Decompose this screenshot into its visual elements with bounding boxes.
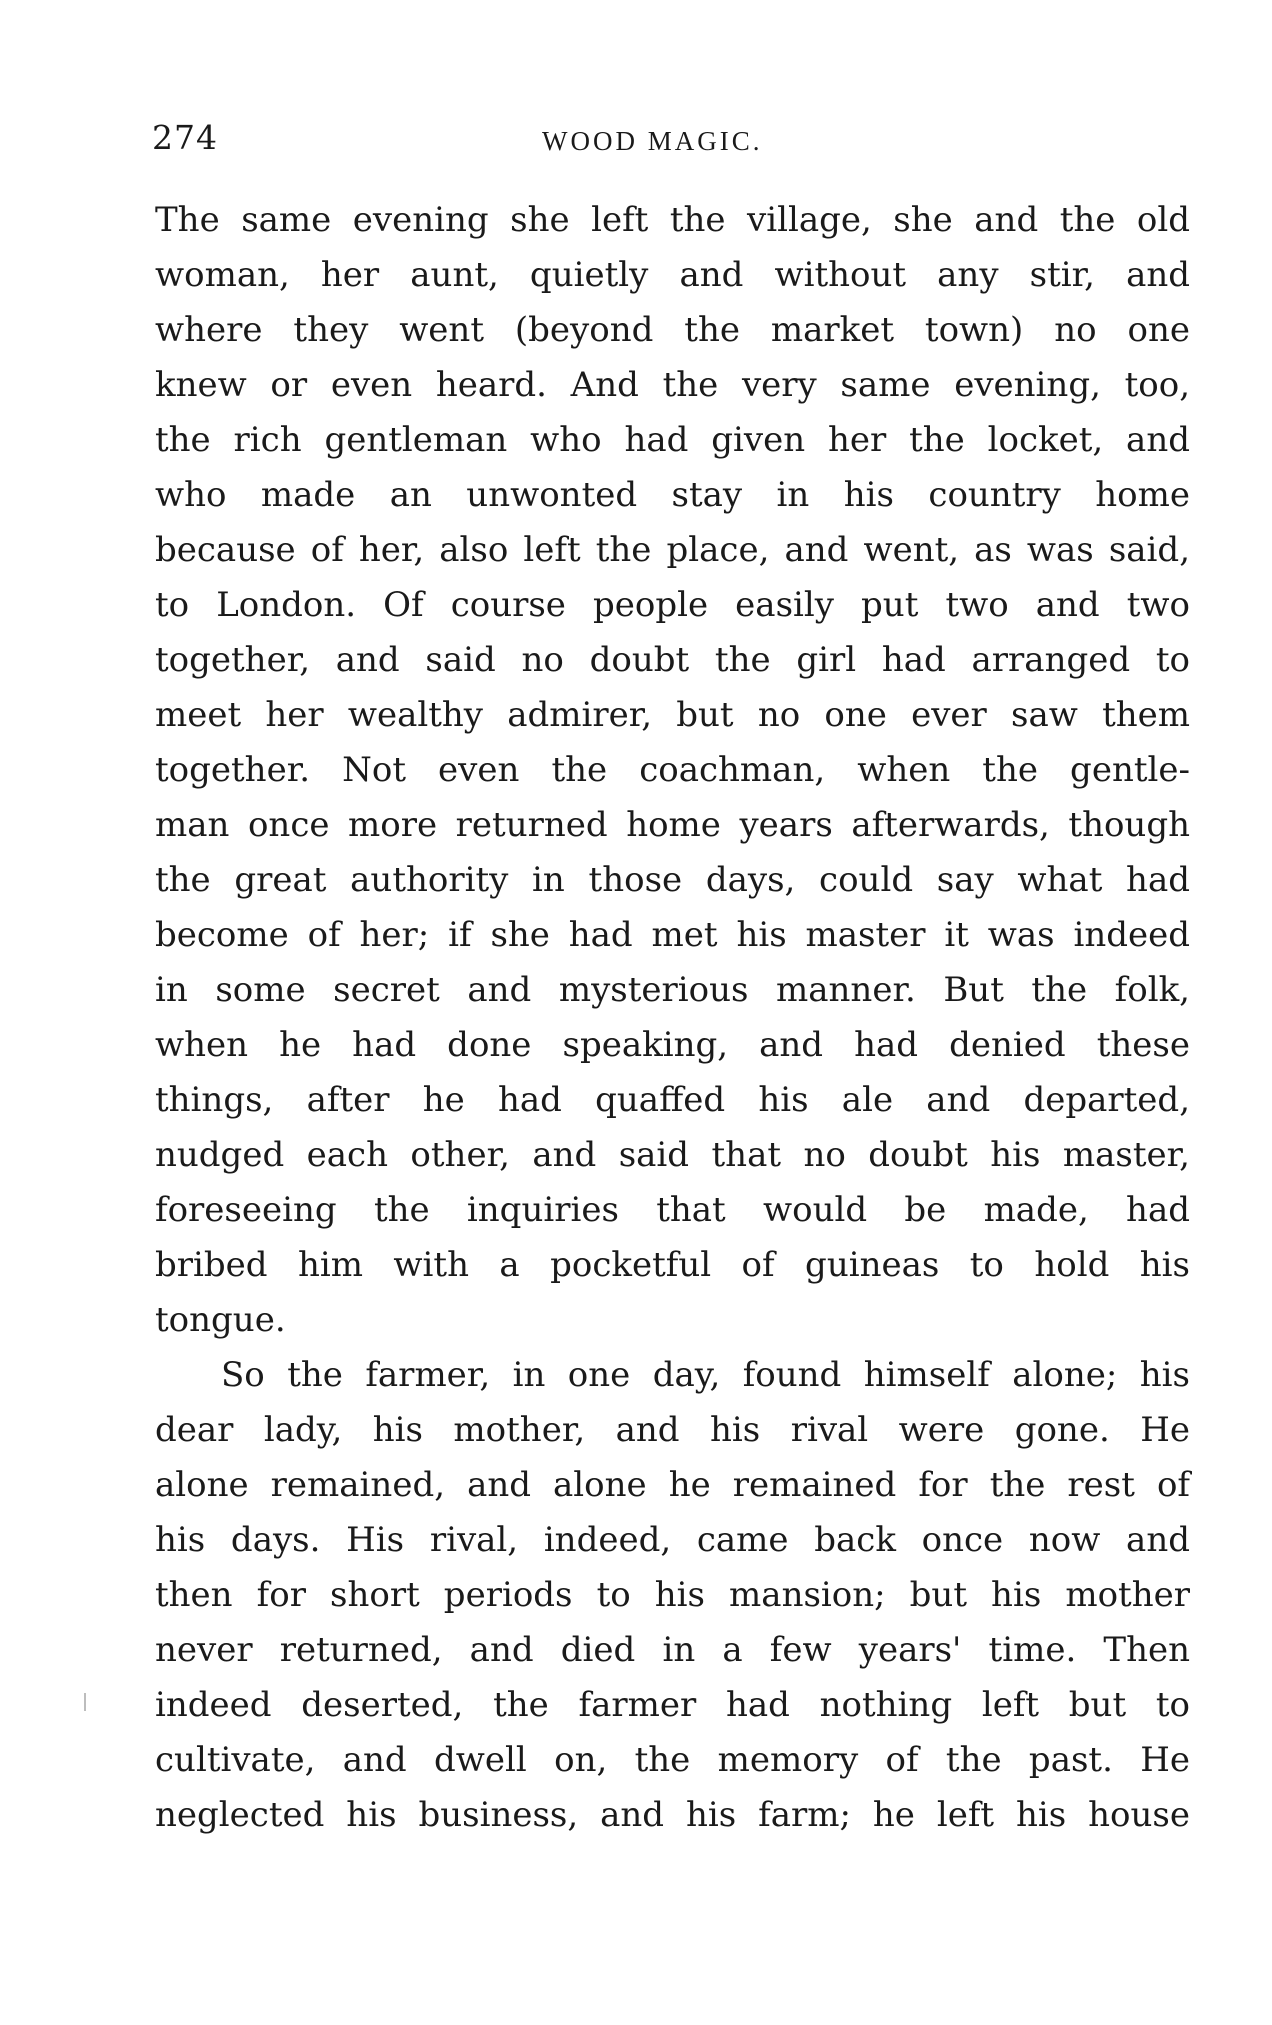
text-line: neglected his business, and his farm; he left his house <box>155 1795 1190 1835</box>
text-line: alone remained, and alone he remained for the rest of <box>155 1465 1190 1505</box>
text-line: where they went (beyond the market town) no one <box>155 310 1190 350</box>
text-line: cultivate, and dwell on, the memory of the past. He <box>155 1740 1190 1780</box>
text-line: nudged each other, and said that no doubt his master, <box>155 1135 1190 1175</box>
text-line: because of her, also left the place, and went, as was said, <box>155 530 1190 570</box>
text-line: foreseeing the inquiries that would be made, had <box>155 1190 1190 1230</box>
text-line: together, and said no doubt the girl had arranged to <box>155 640 1190 680</box>
page-number: 274 <box>152 118 218 157</box>
text-line: The same evening she left the village, she and the old <box>155 200 1190 240</box>
running-head: WOOD MAGIC. <box>542 126 763 156</box>
text-line: So the farmer, in one day, found himself alone; his <box>221 1355 1190 1395</box>
text-line: tongue. <box>155 1300 286 1340</box>
text-line: indeed deserted, the farmer had nothing left but to <box>155 1685 1190 1725</box>
text-line: never returned, and died in a few years' time. Then <box>155 1630 1190 1670</box>
text-line: his days. His rival, indeed, came back once now and <box>155 1520 1190 1560</box>
page-header <box>152 118 1192 168</box>
margin-mark <box>84 1693 86 1711</box>
body-text <box>155 193 1190 1843</box>
text-line: meet her wealthy admirer, but no one ever saw them <box>155 695 1190 735</box>
text-line: things, after he had quaffed his ale and departed, <box>155 1080 1190 1120</box>
text-line: in some secret and mysterious manner. But the folk, <box>155 970 1190 1010</box>
text-line: knew or even heard. And the very same evening, too, <box>155 365 1190 405</box>
text-line: then for short periods to his mansion; but his mother <box>155 1575 1190 1615</box>
text-line: man once more returned home years afterwards, though <box>155 805 1190 845</box>
text-line: the great authority in those days, could say what had <box>155 860 1190 900</box>
text-line: to London. Of course people easily put two and two <box>155 585 1190 625</box>
text-line: the rich gentleman who had given her the locket, and <box>155 420 1190 460</box>
text-line: when he had done speaking, and had denied these <box>155 1025 1190 1065</box>
text-line: bribed him with a pocketful of guineas to hold his <box>155 1245 1190 1285</box>
text-line: become of her; if she had met his master it was indeed <box>155 915 1190 955</box>
text-line: woman, her aunt, quietly and without any stir, and <box>155 255 1190 295</box>
text-line: together. Not even the coachman, when the gentle- <box>155 750 1190 790</box>
text-line: dear lady, his mother, and his rival were gone. He <box>155 1410 1190 1450</box>
paragraph <box>155 193 1190 1348</box>
paragraph <box>155 1348 1190 1843</box>
text-line: who made an unwonted stay in his country home <box>155 475 1190 515</box>
